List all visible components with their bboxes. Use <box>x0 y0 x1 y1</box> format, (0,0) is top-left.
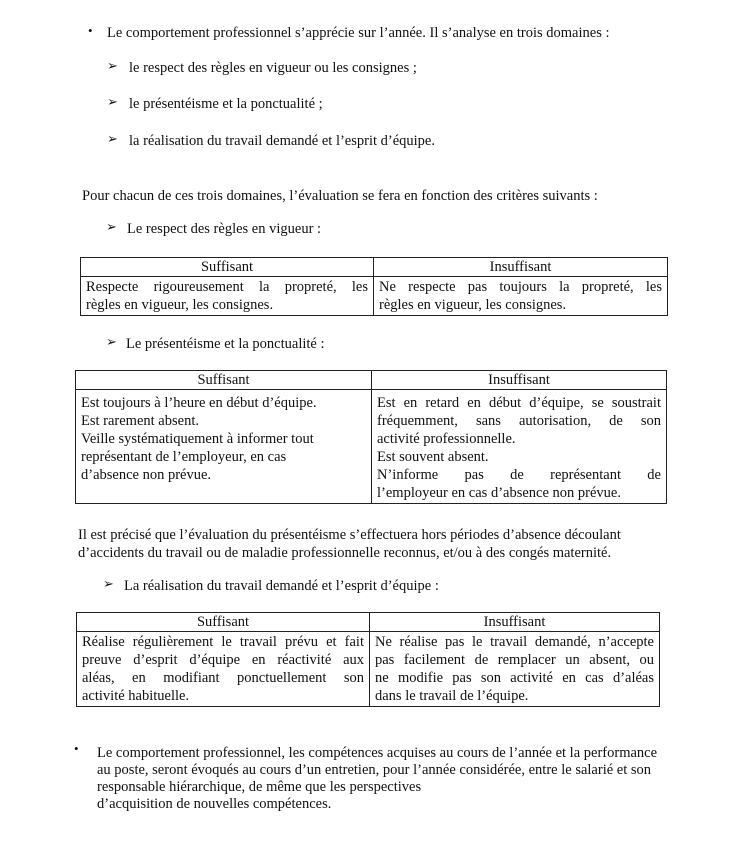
cell-line: règles en vigueur, les consignes. <box>379 297 567 313</box>
cell-line: Réalise régulièrement le travail prévu et fait <box>82 634 364 650</box>
cell-line: Veille systématiquement à informer tout <box>81 431 314 447</box>
cell-line: pas facilement de remplacer un absent, ou <box>375 652 654 668</box>
cell-line: dans le travail de l’équipe. <box>375 688 529 704</box>
cell-line: Ne respecte pas toujours la propreté, les <box>379 279 662 295</box>
cell-line: représentant de l’employeur, en cas <box>81 449 287 465</box>
cell-line: règles en vigueur, les consignes. <box>86 297 274 313</box>
final-line: d’acquisition de nouvelles compétences. <box>97 796 332 812</box>
note-line: d’accidents du travail ou de maladie professionnelle reconnus, et/ou à des congés maternité. <box>78 545 612 561</box>
cell-line: fréquemment, sans autorisation, de son <box>377 413 661 429</box>
cell-line: activité professionnelle. <box>377 431 516 447</box>
cell-line: Respecte rigoureusement la propreté, les <box>86 279 368 295</box>
cell-suffisant <box>76 390 372 504</box>
section-heading: Le présentéisme et la ponctualité : <box>126 336 325 352</box>
cell-line: l’employeur en cas d’absence non prévue. <box>377 485 621 501</box>
criteria-table-attendance <box>75 370 667 504</box>
arrow-bullet-icon: ➢ <box>107 94 118 109</box>
cell-suffisant <box>81 277 374 316</box>
domain-item: le présentéisme et la ponctualité ; <box>129 96 323 112</box>
cell-suffisant <box>77 632 370 707</box>
section-heading: Le respect des règles en vigueur : <box>127 221 322 237</box>
cell-line: aléas, en modifiant ponctuellement son <box>82 670 364 686</box>
cell-line: activité habituelle. <box>82 688 190 704</box>
criteria-table-rules <box>80 257 668 316</box>
cell-line: Ne réalise pas le travail demandé, n’accepte <box>375 634 654 650</box>
header-suffisant: Suffisant <box>77 613 370 632</box>
section-heading: La réalisation du travail demandé et l’esprit d’équipe : <box>124 578 439 594</box>
final-line: Le comportement professionnel, les compétences acquises au cours de l’année et la <box>97 745 581 761</box>
cell-insuffisant <box>370 632 660 707</box>
arrow-bullet-icon: ➢ <box>107 131 118 146</box>
arrow-bullet-icon: ➢ <box>103 576 114 591</box>
criteria-table-work <box>76 612 660 707</box>
bullet-icon: • <box>74 741 79 756</box>
note-line: Il est précisé que l’évaluation du présentéisme s’effectuera hors périodes d’absence découlant <box>78 527 621 543</box>
domain-item: la réalisation du travail demandé et l’esprit d’équipe. <box>129 133 435 149</box>
final-paragraph <box>97 745 665 813</box>
header-insuffisant: Insuffisant <box>372 371 667 390</box>
cell-line: ne modifie pas son activité en cas d’aléas <box>375 670 654 686</box>
header-suffisant: Suffisant <box>76 371 372 390</box>
arrow-bullet-icon: ➢ <box>107 58 118 73</box>
header-suffisant: Suffisant <box>81 258 374 277</box>
final-line: entre le salarié et son responsable hiérarchique, de même que les perspectives <box>97 762 652 795</box>
header-insuffisant: Insuffisant <box>374 258 668 277</box>
cell-insuffisant <box>372 390 667 504</box>
intro-paragraph: Le comportement professionnel s’apprécie sur l’année. Il s’analyse en trois domaines : <box>107 25 610 41</box>
cell-line: Est souvent absent. <box>377 449 489 465</box>
cell-line: Est en retard en début d’équipe, se soustrait <box>377 395 661 411</box>
cell-line: d’absence non prévue. <box>81 467 212 483</box>
cell-line: N’informe pas de représentant de <box>377 467 661 483</box>
criteria-intro: Pour chacun de ces trois domaines, l’évaluation se fera en fonction des critères suivants : <box>82 188 598 204</box>
bullet-icon: • <box>88 23 93 38</box>
cell-line: Est rarement absent. <box>81 413 199 429</box>
cell-line: Est toujours à l’heure en début d’équipe. <box>81 395 317 411</box>
header-insuffisant: Insuffisant <box>370 613 660 632</box>
domain-item: le respect des règles en vigueur ou les consignes ; <box>129 60 417 76</box>
cell-line: preuve d’esprit d’équipe en réactivité aux <box>82 652 364 668</box>
cell-insuffisant <box>374 277 668 316</box>
final-line: performance au poste, seront évoqués au cours d’un entretien, pour l’année considérée, <box>97 745 658 778</box>
arrow-bullet-icon: ➢ <box>106 334 117 349</box>
arrow-bullet-icon: ➢ <box>106 219 117 234</box>
